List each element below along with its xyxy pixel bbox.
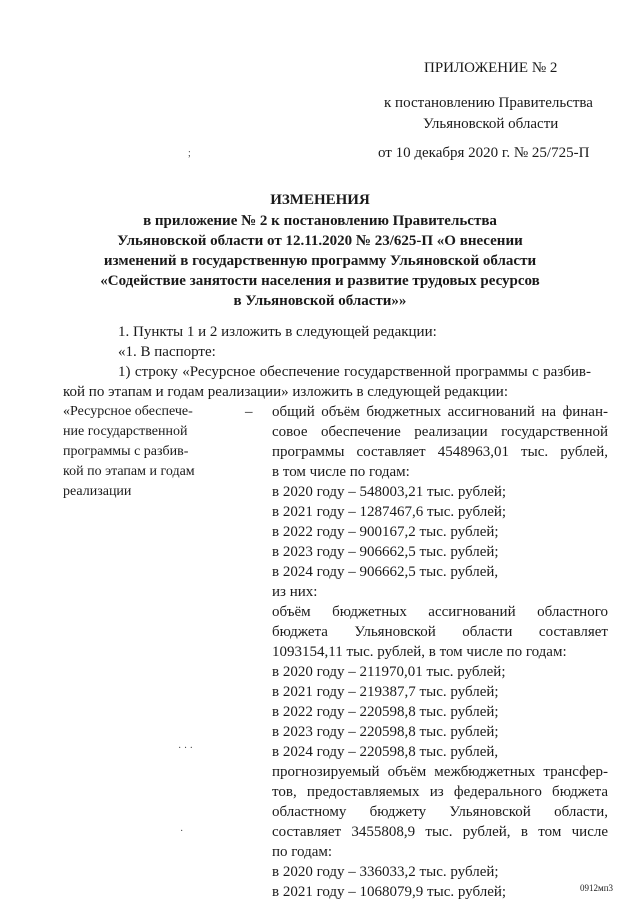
left-cell-line-4: кой по этапам и годам [63, 464, 195, 479]
title-line-3: изменений в государственную программу Ульяновской области [103, 253, 537, 269]
scan-speck-2: · · · [178, 743, 193, 754]
left-cell-line-1: «Ресурсное обеспече- [63, 404, 193, 419]
item-1: 1. Пункты 1 и 2 изложить в следующей редакции: [118, 324, 437, 340]
right-cell-line-1: общий объём бюджетных ассигнований на финан- [272, 404, 608, 420]
total-2024: в 2024 году – 906662,5 тыс. рублей, [272, 564, 499, 580]
right-cell-line-3: программы составляет 4548963,01 тыс. рублей, [272, 444, 608, 460]
appendix-label: ПРИЛОЖЕНИЕ № 2 [424, 60, 558, 76]
left-cell-line-5: реализации [63, 484, 132, 499]
total-2021: в 2021 году – 1287467,6 тыс. рублей; [272, 504, 507, 520]
title-line-2: Ульяновской области от 12.11.2020 № 23/625-П «О внесении [117, 233, 523, 249]
scan-speck: ; [188, 148, 191, 159]
item-1-1-1-line-1: 1) строку «Ресурсное обеспечение государственной программы с разбив- [118, 364, 591, 380]
regional-2022: в 2022 году – 220598,8 тыс. рублей; [272, 704, 499, 720]
federal-transfers-line-3: областному бюджету Ульяновской области, [272, 804, 608, 820]
resolution-date-number: от 10 декабря 2020 г. № 25/725-П [378, 145, 590, 161]
of-them-label: из них: [272, 584, 318, 600]
regional-2023: в 2023 году – 220598,8 тыс. рублей; [272, 724, 499, 740]
regional-budget-line-2: бюджета Ульяновской области составляет [272, 624, 608, 640]
document-heading: ИЗМЕНЕНИЯ [270, 192, 370, 208]
regional-budget-line-1: объём бюджетных ассигнований областного [272, 604, 608, 620]
regional-2024: в 2024 году – 220598,8 тыс. рублей, [272, 744, 499, 760]
total-2022: в 2022 году – 900167,2 тыс. рублей; [272, 524, 499, 540]
federal-2021: в 2021 году – 1068079,9 тыс. рублей; [272, 884, 507, 900]
federal-transfers-line-4: составляет 3455808,9 тыс. рублей, в том числе [272, 824, 608, 840]
left-cell-line-2: ние государственной [63, 424, 188, 439]
cell-separator-dash: – [245, 404, 253, 420]
regional-budget-total: 1093154,11 тыс. рублей, в том числе по годам: [272, 644, 567, 660]
federal-by-years-label: по годам: [272, 844, 333, 860]
item-1-1: «1. В паспорте: [118, 344, 216, 360]
right-cell-line-2: совое обеспечение реализации государственной [272, 424, 608, 440]
left-cell-line-3: программы с разбив- [63, 444, 189, 459]
total-2023: в 2023 году – 906662,5 тыс. рублей; [272, 544, 499, 560]
federal-transfers-line-2: тов, предоставляемых из федерального бюджета [272, 784, 608, 800]
federal-transfers-line-1: прогнозируемый объём межбюджетных трансфер- [272, 764, 608, 780]
resolution-reference: к постановлению Правительства [384, 95, 593, 111]
item-1-1-1-line-2: кой по этапам и годам реализации» изложить в следующей редакции: [63, 384, 509, 400]
regional-2021: в 2021 году – 219387,7 тыс. рублей; [272, 684, 499, 700]
title-line-4: «Содействие занятости населения и развитие трудовых ресурсов [100, 273, 540, 289]
right-cell-line-4: в том числе по годам: [272, 464, 410, 480]
region-name: Ульяновской области [423, 116, 559, 132]
title-line-1: в приложение № 2 к постановлению Правительства [143, 213, 497, 229]
total-2020: в 2020 году – 548003,21 тыс. рублей; [272, 484, 507, 500]
scan-speck-3: · [180, 826, 184, 837]
regional-2020: в 2020 году – 211970,01 тыс. рублей; [272, 664, 506, 680]
footer-document-code: 0912мп3 [580, 883, 614, 893]
title-line-5: в Ульяновской области»» [233, 293, 407, 309]
federal-2020: в 2020 году – 336033,2 тыс. рублей; [272, 864, 499, 880]
